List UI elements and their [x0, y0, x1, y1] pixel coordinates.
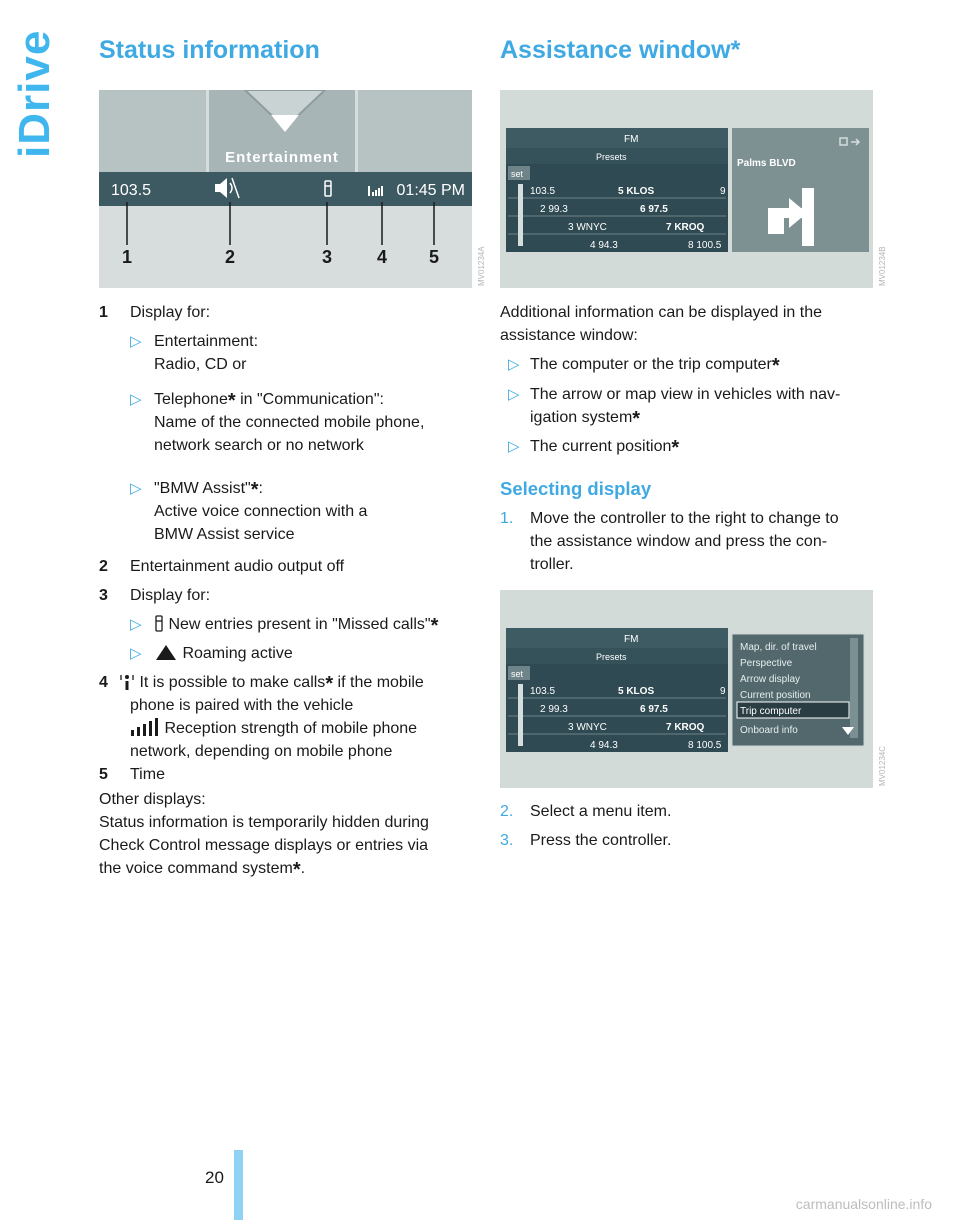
station-2: 2 99.3 — [540, 704, 568, 715]
station-4: 4 94.3 — [590, 740, 618, 751]
list-item: ▷ New entries present in "Missed calls"* — [130, 615, 439, 637]
set-button-label: set — [511, 669, 524, 679]
assistance-window-screenshot — [500, 90, 873, 288]
status-information-heading: Status information — [99, 36, 320, 64]
missed-calls-icon — [154, 615, 164, 632]
station-2: 2 99.3 — [540, 204, 568, 215]
assistance-window-heading: Assistance window* — [500, 36, 741, 64]
callout-5: 5 — [428, 247, 440, 267]
other-displays-paragraph: Other displays: Status information is temporarily hidden during Check Control message displays or entries via the voice command system*. — [99, 791, 429, 881]
figure-code-2 — [876, 190, 888, 288]
band-label: FM — [624, 634, 639, 645]
bullet-icon: ▷ — [508, 438, 520, 455]
list-item: 5 Time — [99, 766, 165, 783]
roaming-icon — [154, 644, 178, 661]
list-item: ▷ Entertainment: Radio, CD or — [99, 330, 474, 382]
status-items-list — [99, 301, 474, 880]
presets-label: Presets — [596, 152, 627, 162]
list-item: 3 Display for: — [99, 587, 211, 604]
callout-2: 2 — [224, 247, 236, 267]
selecting-steps — [500, 507, 880, 576]
svg-text:MV01234C: MV01234C — [878, 745, 887, 786]
clock-readout: 01:45 PM — [396, 182, 465, 199]
list-item: ▷ Roaming active — [99, 642, 474, 671]
list-item: 3. Press the controller. — [500, 832, 672, 849]
station-5-klos: 5 KLOS — [618, 686, 655, 697]
page-number: 20 — [205, 1168, 224, 1187]
band-label: FM — [624, 134, 639, 145]
list-item: ▷ "BMW Assist"*: Active voice connection with a BMW Assist service — [130, 479, 368, 543]
bullet-icon: ▷ — [130, 645, 142, 662]
bullet-icon: ▷ — [508, 386, 520, 403]
chapter-side-label: iDrive — [10, 30, 59, 159]
phone-paired-icon — [119, 673, 135, 690]
station-6: 6 97.5 — [640, 704, 668, 715]
station-9: 9 — [720, 186, 726, 197]
bullet-icon: ▷ — [130, 333, 142, 350]
station-8: 8 100.5 — [688, 740, 722, 751]
list-item: ▷ The current position* — [508, 437, 680, 459]
footer-watermark: carmanualsonline.info — [795, 1196, 932, 1212]
page-edge-bar — [234, 1150, 243, 1220]
station-103-5: 103.5 — [530, 686, 556, 697]
set-button-label: set — [511, 169, 524, 179]
selecting-display-heading: Selecting display — [500, 478, 652, 499]
list-item: ▷ The computer or the trip computer* — [508, 355, 780, 377]
list-item: 2. Select a menu item. — [500, 803, 672, 820]
list-item: ▷ Telephone* in "Communication": Name of the connected mobile phone, network search or no network — [130, 390, 425, 454]
station-6: 6 97.5 — [640, 204, 668, 215]
menu-item-arrow-display: Arrow display — [740, 674, 801, 685]
station-103-5: 103.5 — [530, 186, 556, 197]
frequency-readout: 103.5 — [111, 182, 152, 199]
street-label: Palms BLVD — [737, 158, 796, 169]
bullet-icon: ▷ — [130, 391, 142, 408]
menu-item-current-position: Current position — [740, 690, 811, 701]
station-7-kroq: 7 KROQ — [666, 722, 705, 733]
assistance-body: Additional information can be displayed in the assistance window: ▷ The computer or the trip computer* ▷ The arrow or map view in vehicles with nav- igation system* ▷ The current position* — [500, 301, 880, 458]
station-9: 9 — [720, 686, 726, 697]
menu-item-perspective: Perspective — [740, 658, 793, 669]
figure-code-3 — [876, 690, 888, 788]
list-item: 1 Display for: — [99, 304, 211, 321]
station-7-kroq: 7 KROQ — [666, 222, 705, 233]
list-item: 2 Entertainment audio output off — [99, 558, 345, 575]
menu-item-map: Map, dir. of travel — [740, 642, 817, 653]
status-bar-screenshot — [99, 90, 472, 288]
list-item: ▷ The arrow or map view in vehicles with nav- igation system* — [500, 383, 880, 429]
station-5-klos: 5 KLOS — [618, 186, 655, 197]
station-4: 4 94.3 — [590, 240, 618, 251]
svg-text:MV01234B: MV01234B — [878, 246, 887, 286]
selecting-steps-continued — [500, 800, 880, 858]
callout-3: 3 — [321, 247, 333, 267]
station-8: 8 100.5 — [688, 240, 722, 251]
menu-selection-screenshot — [500, 590, 873, 788]
figure-code-1 — [475, 190, 487, 288]
menu-item-trip-computer: Trip computer — [740, 706, 802, 717]
svg-text:MV01234A: MV01234A — [477, 246, 486, 286]
bullet-icon: ▷ — [130, 480, 142, 497]
menu-item-onboard-info: Onboard info — [740, 725, 798, 736]
station-3-wnyc: 3 WNYC — [568, 722, 607, 733]
station-3-wnyc: 3 WNYC — [568, 222, 607, 233]
bullet-icon: ▷ — [508, 356, 520, 373]
list-item: 4 It is possible to make calls* if the mobile phone is paired with the vehicle Reception strength of mobile phone network, depending on mobile phone — [99, 673, 424, 760]
reception-strength-icon — [130, 718, 160, 736]
bullet-icon: ▷ — [130, 616, 142, 633]
callout-1: 1 — [121, 247, 133, 267]
list-item: 1. Move the controller to the right to change to the assistance window and press the con- troller. — [500, 510, 839, 573]
presets-label: Presets — [596, 652, 627, 662]
entertainment-menu-label: Entertainment — [225, 149, 339, 166]
callout-4: 4 — [376, 247, 388, 267]
